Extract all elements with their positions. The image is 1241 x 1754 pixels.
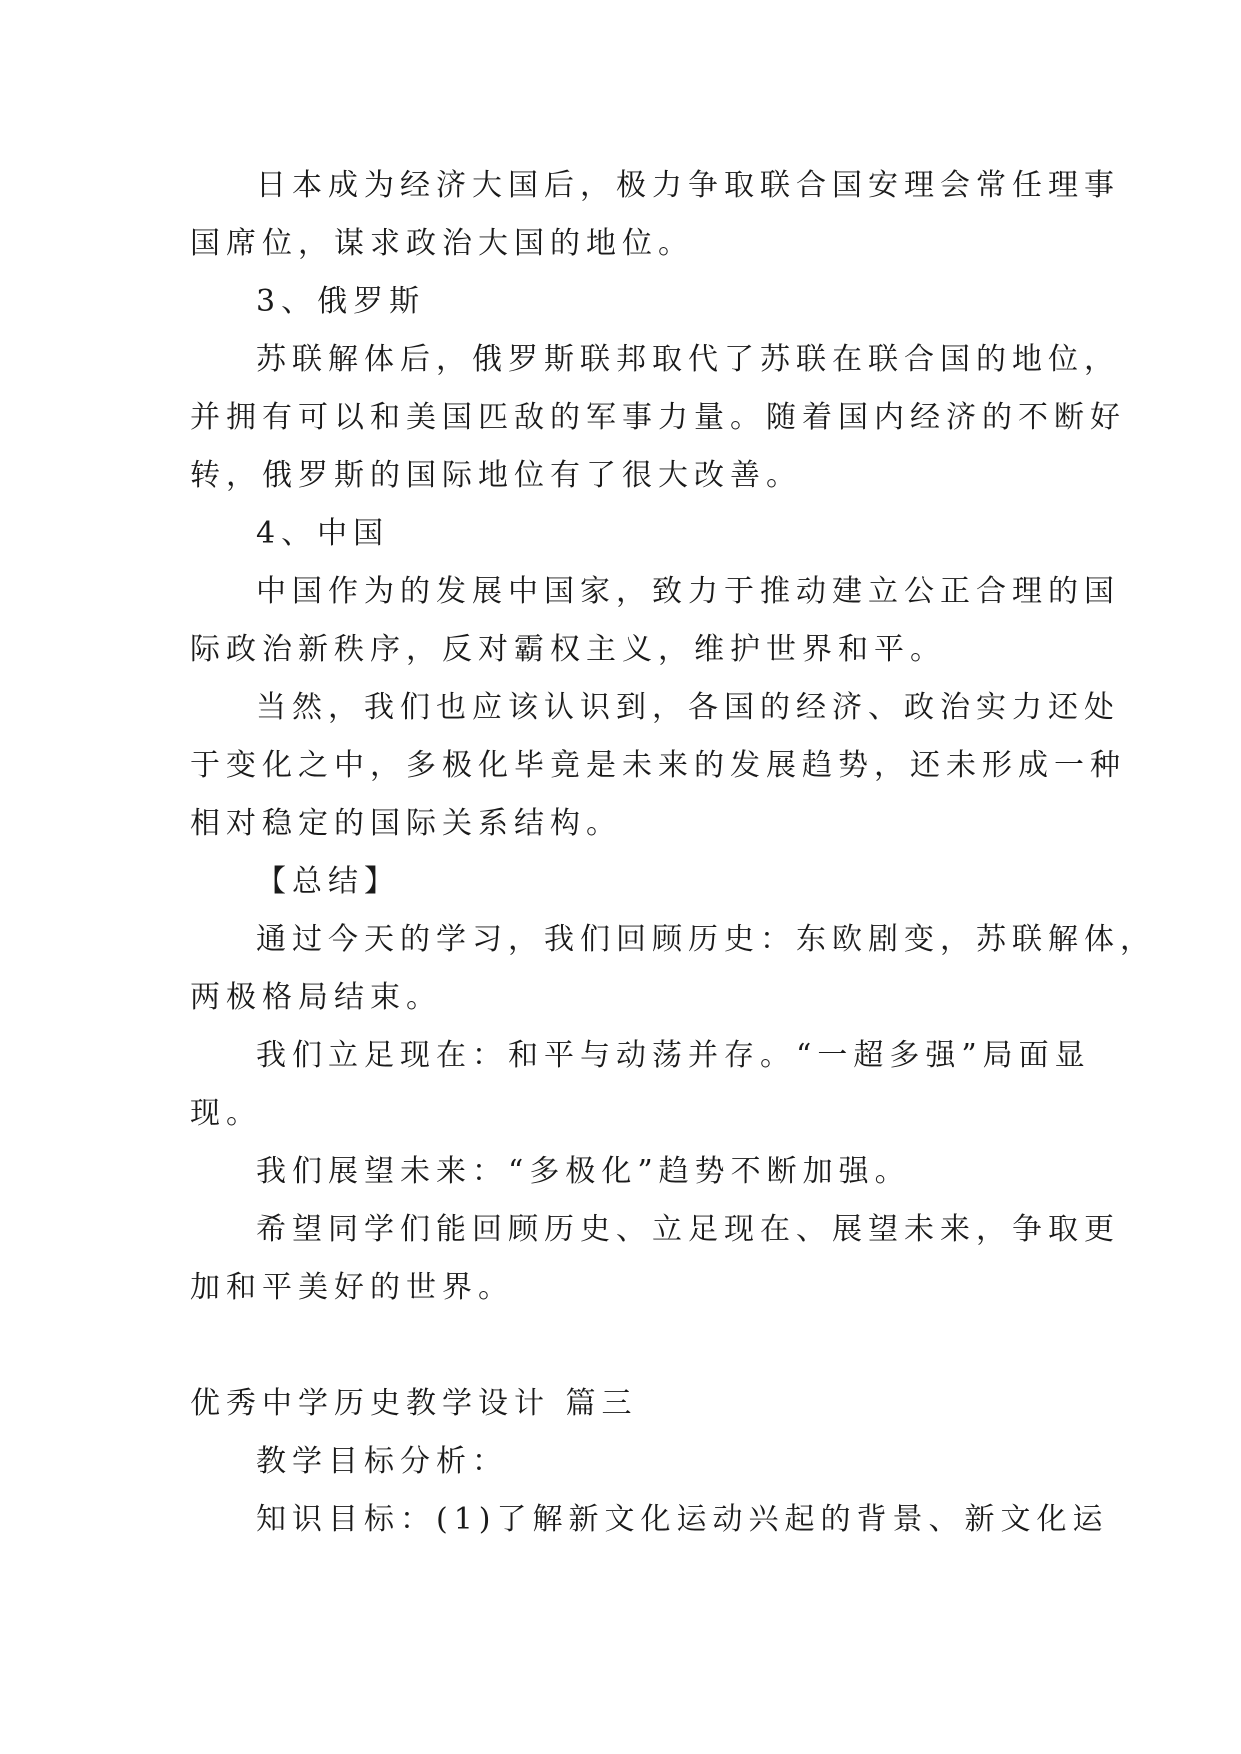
paragraph-line: 转，俄罗斯的国际地位有了很大改善。 — [190, 458, 802, 493]
section-heading: 3、俄罗斯 — [256, 284, 426, 319]
paragraph-line: 我们立足现在：和平与动荡并存。“一超多强”局面显 — [256, 1038, 1091, 1073]
article-title: 优秀中学历史教学设计 篇三 — [190, 1386, 638, 1421]
paragraph-line: 中国作为的发展中国家，致力于推动建立公正合理的国 — [256, 574, 1120, 609]
paragraph-line: 于变化之中，多极化毕竟是未来的发展趋势，还未形成一种 — [190, 748, 1126, 783]
section-heading: 4、中国 — [256, 516, 390, 551]
paragraph-line: 我们展望未来：“多极化”趋势不断加强。 — [256, 1154, 911, 1189]
paragraph-line: 国席位，谋求政治大国的地位。 — [190, 226, 694, 261]
paragraph-line: 日本成为经济大国后，极力争取联合国安理会常任理事 — [256, 168, 1120, 203]
paragraph-line: 当然，我们也应该认识到，各国的经济、政治实力还处 — [256, 690, 1120, 725]
paragraph-line: 并拥有可以和美国匹敌的军事力量。随着国内经济的不断好 — [190, 400, 1126, 435]
paragraph-line: 加和平美好的世界。 — [190, 1270, 514, 1305]
paragraph-line: 知识目标：(1)了解新文化运动兴起的背景、新文化运 — [256, 1502, 1109, 1537]
paragraph-line: 现。 — [190, 1096, 262, 1131]
paragraph-line: 通过今天的学习，我们回顾历史：东欧剧变，苏联解体， — [256, 922, 1156, 957]
paragraph-line: 两极格局结束。 — [190, 980, 442, 1015]
paragraph-line: 教学目标分析： — [256, 1444, 508, 1479]
paragraph-line: 际政治新秩序，反对霸权主义，维护世界和平。 — [190, 632, 946, 667]
paragraph-line: 相对稳定的国际关系结构。 — [190, 806, 622, 841]
paragraph-line: 苏联解体后，俄罗斯联邦取代了苏联在联合国的地位， — [256, 342, 1120, 377]
paragraph-line: 希望同学们能回顾历史、立足现在、展望未来，争取更 — [256, 1212, 1120, 1247]
summary-heading: 【总结】 — [256, 864, 400, 899]
